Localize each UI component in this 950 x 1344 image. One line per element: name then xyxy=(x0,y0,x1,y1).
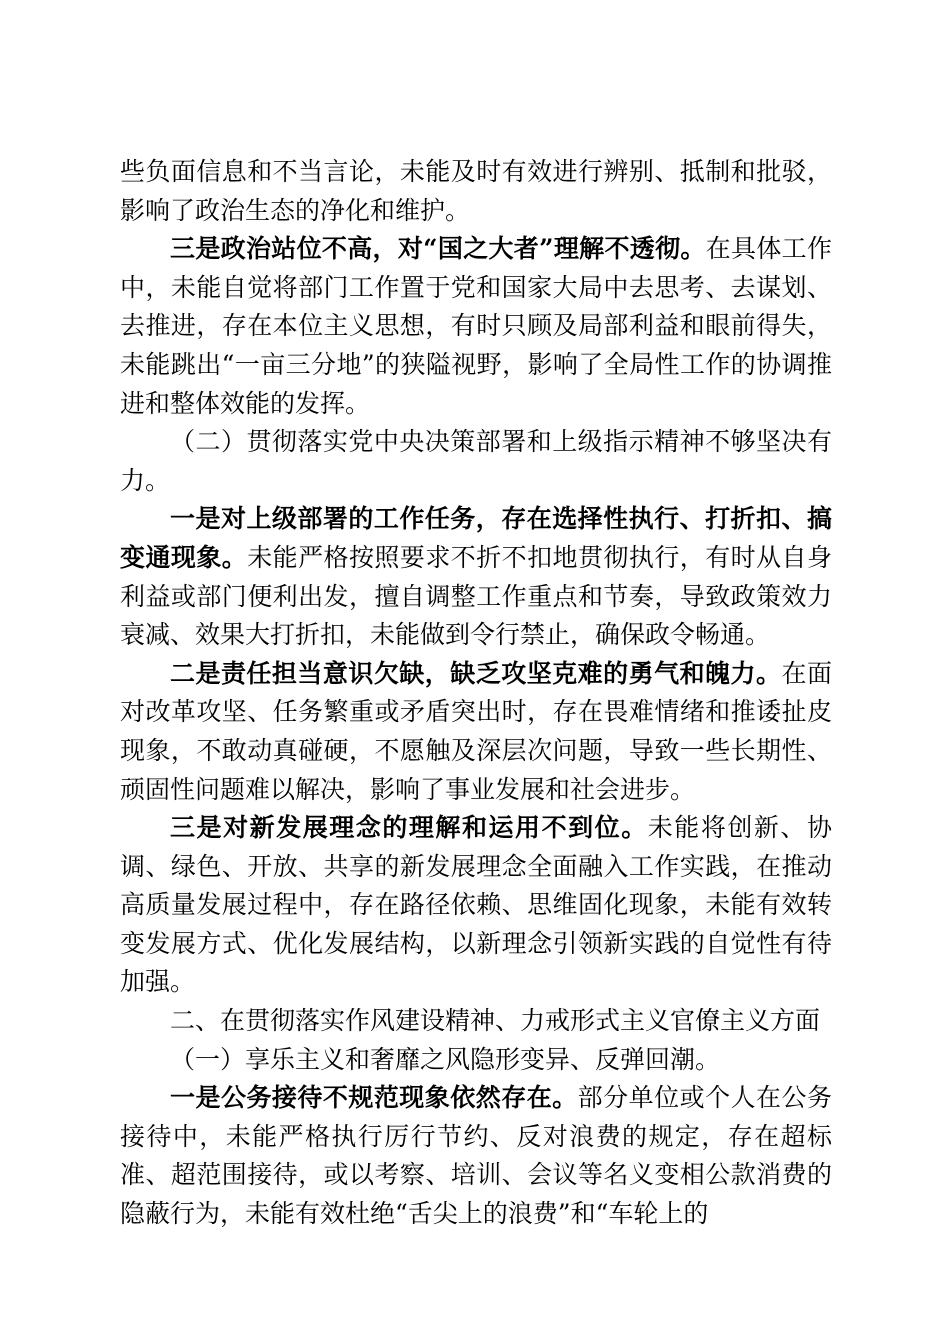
paragraph-text: 未能严格按照要求不折不扣地贯彻执行，有时从自身利益或部门便利出发，擅自调整工作重点和节奏，导致政策效力衰减、效果大打折扣，未能做到令行禁止，确保政令畅通。 xyxy=(120,542,832,650)
subsection-heading-text: （二）贯彻落实党中央决策部署和上级指示精神不够坚决有力。 xyxy=(120,427,832,495)
paragraph-text: 些负面信息和不当言论，未能及时有效进行辨别、抵制和批驳，影响了政治生态的净化和维护。 xyxy=(120,157,832,225)
document-body xyxy=(120,153,832,1234)
paragraph-continuation xyxy=(120,153,832,230)
subsection-heading-2 xyxy=(120,423,832,500)
paragraph-selective-execution xyxy=(120,500,832,654)
section-heading-text: 二、在贯彻落实作风建设精神、力戒形式主义官僚主义方面 xyxy=(170,1006,821,1036)
paragraph-responsibility xyxy=(120,655,832,809)
paragraph-lead: 三是对新发展理念的理解和运用不到位。 xyxy=(170,813,648,843)
paragraph-development-concept xyxy=(120,809,832,1002)
paragraph-political-stance xyxy=(120,230,832,423)
paragraph-lead: 二是责任担当意识欠缺，缺乏攻坚克难的勇气和魄力。 xyxy=(170,658,782,688)
section-heading-2 xyxy=(120,1002,832,1041)
paragraph-lead: 一是公务接待不规范现象依然存在。 xyxy=(170,1083,578,1113)
subsection-heading-1 xyxy=(120,1041,832,1080)
paragraph-text: 部分单位或个人在公务接待中，未能严格执行厉行节约、反对浪费的规定，存在超标准、超范围接待，或以考察、培训、会议等名义变相公款消费的隐蔽行为，未能有效杜绝“舌尖上的浪费”和“车轮上的 xyxy=(120,1083,832,1229)
paragraph-text: 在面对改革攻坚、任务繁重或矛盾突出时，存在畏难情绪和推诿扯皮现象，不敢动真碰硬，不愿触及深层次问题，导致一些长期性、顽固性问题难以解决，影响了事业发展和社会进步。 xyxy=(120,658,832,804)
paragraph-text: 未能将创新、协调、绿色、开放、共享的新发展理念全面融入工作实践，在推动高质量发展过程中，存在路径依赖、思维固化现象，未能有效转变发展方式、优化发展结构，以新理念引领新实践的自觉性有待加强。 xyxy=(120,813,832,997)
paragraph-lead: 三是政治站位不高，对“国之大者”理解不透彻。 xyxy=(170,234,706,264)
subsection-heading-text: （一）享乐主义和奢靡之风隐形变异、反弹回潮。 xyxy=(170,1044,721,1074)
paragraph-lead: 一是对上级部署的工作任务，存在选择性执行、打折扣、搞变通现象。 xyxy=(120,504,832,572)
paragraph-official-reception xyxy=(120,1079,832,1233)
paragraph-text: 在具体工作中，未能自觉将部门工作置于党和国家大局中去思考、去谋划、去推进，存在本位主义思想，有时只顾及局部利益和眼前得失，未能跳出“一亩三分地”的狭隘视野，影响了全局性工作的协调推进和整体效能的发挥。 xyxy=(120,234,832,418)
